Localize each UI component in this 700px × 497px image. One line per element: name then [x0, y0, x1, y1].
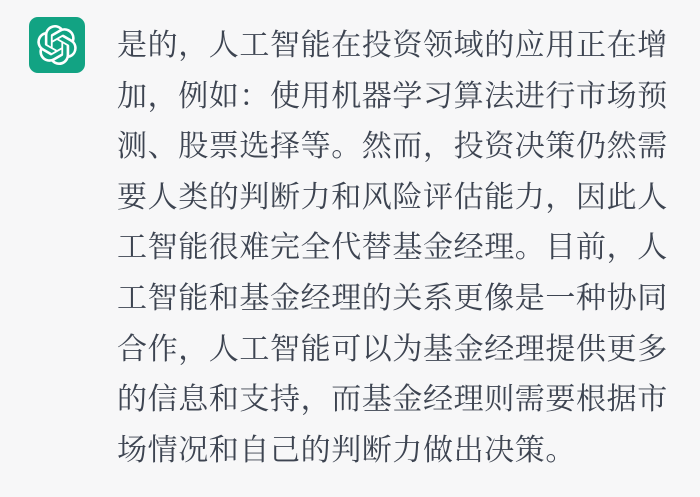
message-line: 加，例如：使用机器学习算法进行市场预	[117, 79, 668, 113]
message-line: 测、股票选择等。然而，投资决策仍然需	[117, 130, 668, 164]
message-line: 工智能和基金经理的关系更像是一种协同	[117, 281, 668, 315]
message-line: 场情况和自己的判断力做出决策。	[117, 433, 576, 467]
openai-logo-icon	[37, 25, 77, 65]
message-line: 要人类的判断力和风险评估能力，因此人	[117, 180, 668, 214]
message-line: 工智能很难完全代替基金经理。目前，人	[117, 231, 668, 265]
message-line: 是的，人工智能在投资领域的应用正在增	[117, 29, 668, 62]
message-line: 的信息和支持，而基金经理则需要根据市	[117, 383, 668, 417]
chatgpt-avatar	[29, 17, 85, 73]
message-text	[117, 21, 670, 476]
message-line: 合作，人工智能可以为基金经理提供更多	[117, 332, 668, 366]
